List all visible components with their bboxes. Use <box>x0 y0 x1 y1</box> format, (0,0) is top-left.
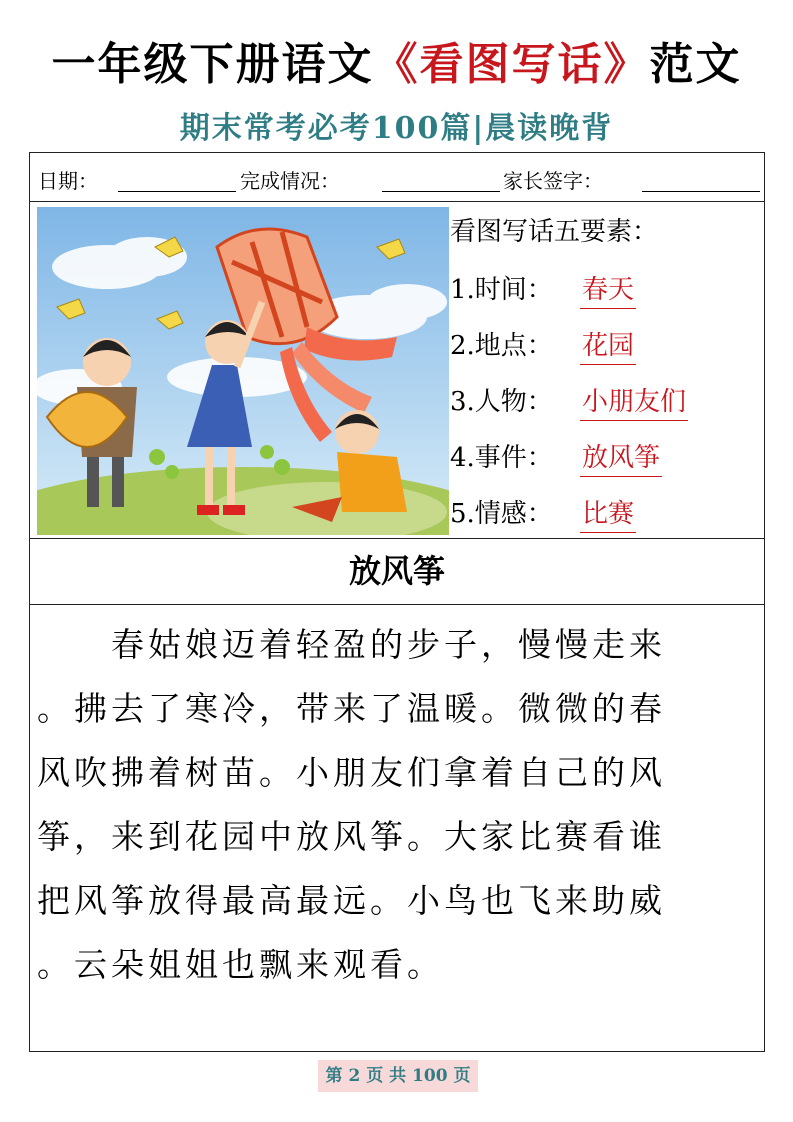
date-label: 日期： <box>38 169 98 193</box>
parent-signature-label: 家长签字： <box>503 169 603 193</box>
essay-line: 。云朵姐姐也飘来观看。 <box>37 945 444 984</box>
title-suffix: 范文 <box>649 39 742 90</box>
element-value: 春天 <box>580 269 636 309</box>
five-elements-panel <box>450 201 760 538</box>
date-field[interactable] <box>118 191 236 192</box>
completion-field[interactable] <box>382 191 500 192</box>
page-title <box>0 28 793 92</box>
title-prefix: 一年级下册语文 <box>51 39 374 90</box>
element-label: 1.时间： <box>450 275 553 305</box>
element-value: 小朋友们 <box>580 381 688 421</box>
essay-line: 筝，来到花园中放风筝。大家比赛看谁 <box>37 817 666 856</box>
element-value: 放风筝 <box>580 437 662 477</box>
element-label: 2.地点： <box>450 331 553 361</box>
page-subtitle: 期末常考必考100篇|晨读晚背 <box>179 111 614 146</box>
parent-signature-field[interactable] <box>642 191 760 192</box>
essay-line: 风吹拂着树苗。小朋友们拿着自己的风 <box>37 753 666 792</box>
element-value: 比赛 <box>580 493 636 533</box>
picture-row <box>30 201 764 539</box>
element-value: 花园 <box>580 325 636 365</box>
essay-body <box>37 613 757 997</box>
five-elements-heading: 看图写话五要素： <box>450 217 659 247</box>
page-number: 第 2 页 共 100 页 <box>318 1060 478 1092</box>
completion-label: 完成情况： <box>240 169 340 193</box>
element-label: 3.人物： <box>450 387 553 417</box>
essay-line: 把风筝放得最高最远。小鸟也飞来助威 <box>37 881 666 920</box>
worksheet-frame <box>29 152 765 1052</box>
kite-flying-children-illustration <box>37 207 449 535</box>
element-label: 4.事件： <box>450 443 553 473</box>
essay-line: 。拂去了寒冷，带来了温暖。微微的春 <box>37 689 666 728</box>
essay-line: 春姑娘迈着轻盈的步子，慢慢走来 <box>37 625 666 664</box>
title-highlight: 《看图写话》 <box>373 39 650 90</box>
info-row <box>30 153 764 202</box>
essay-title: 放风筝 <box>30 538 764 605</box>
element-label: 5.情感： <box>450 499 553 529</box>
